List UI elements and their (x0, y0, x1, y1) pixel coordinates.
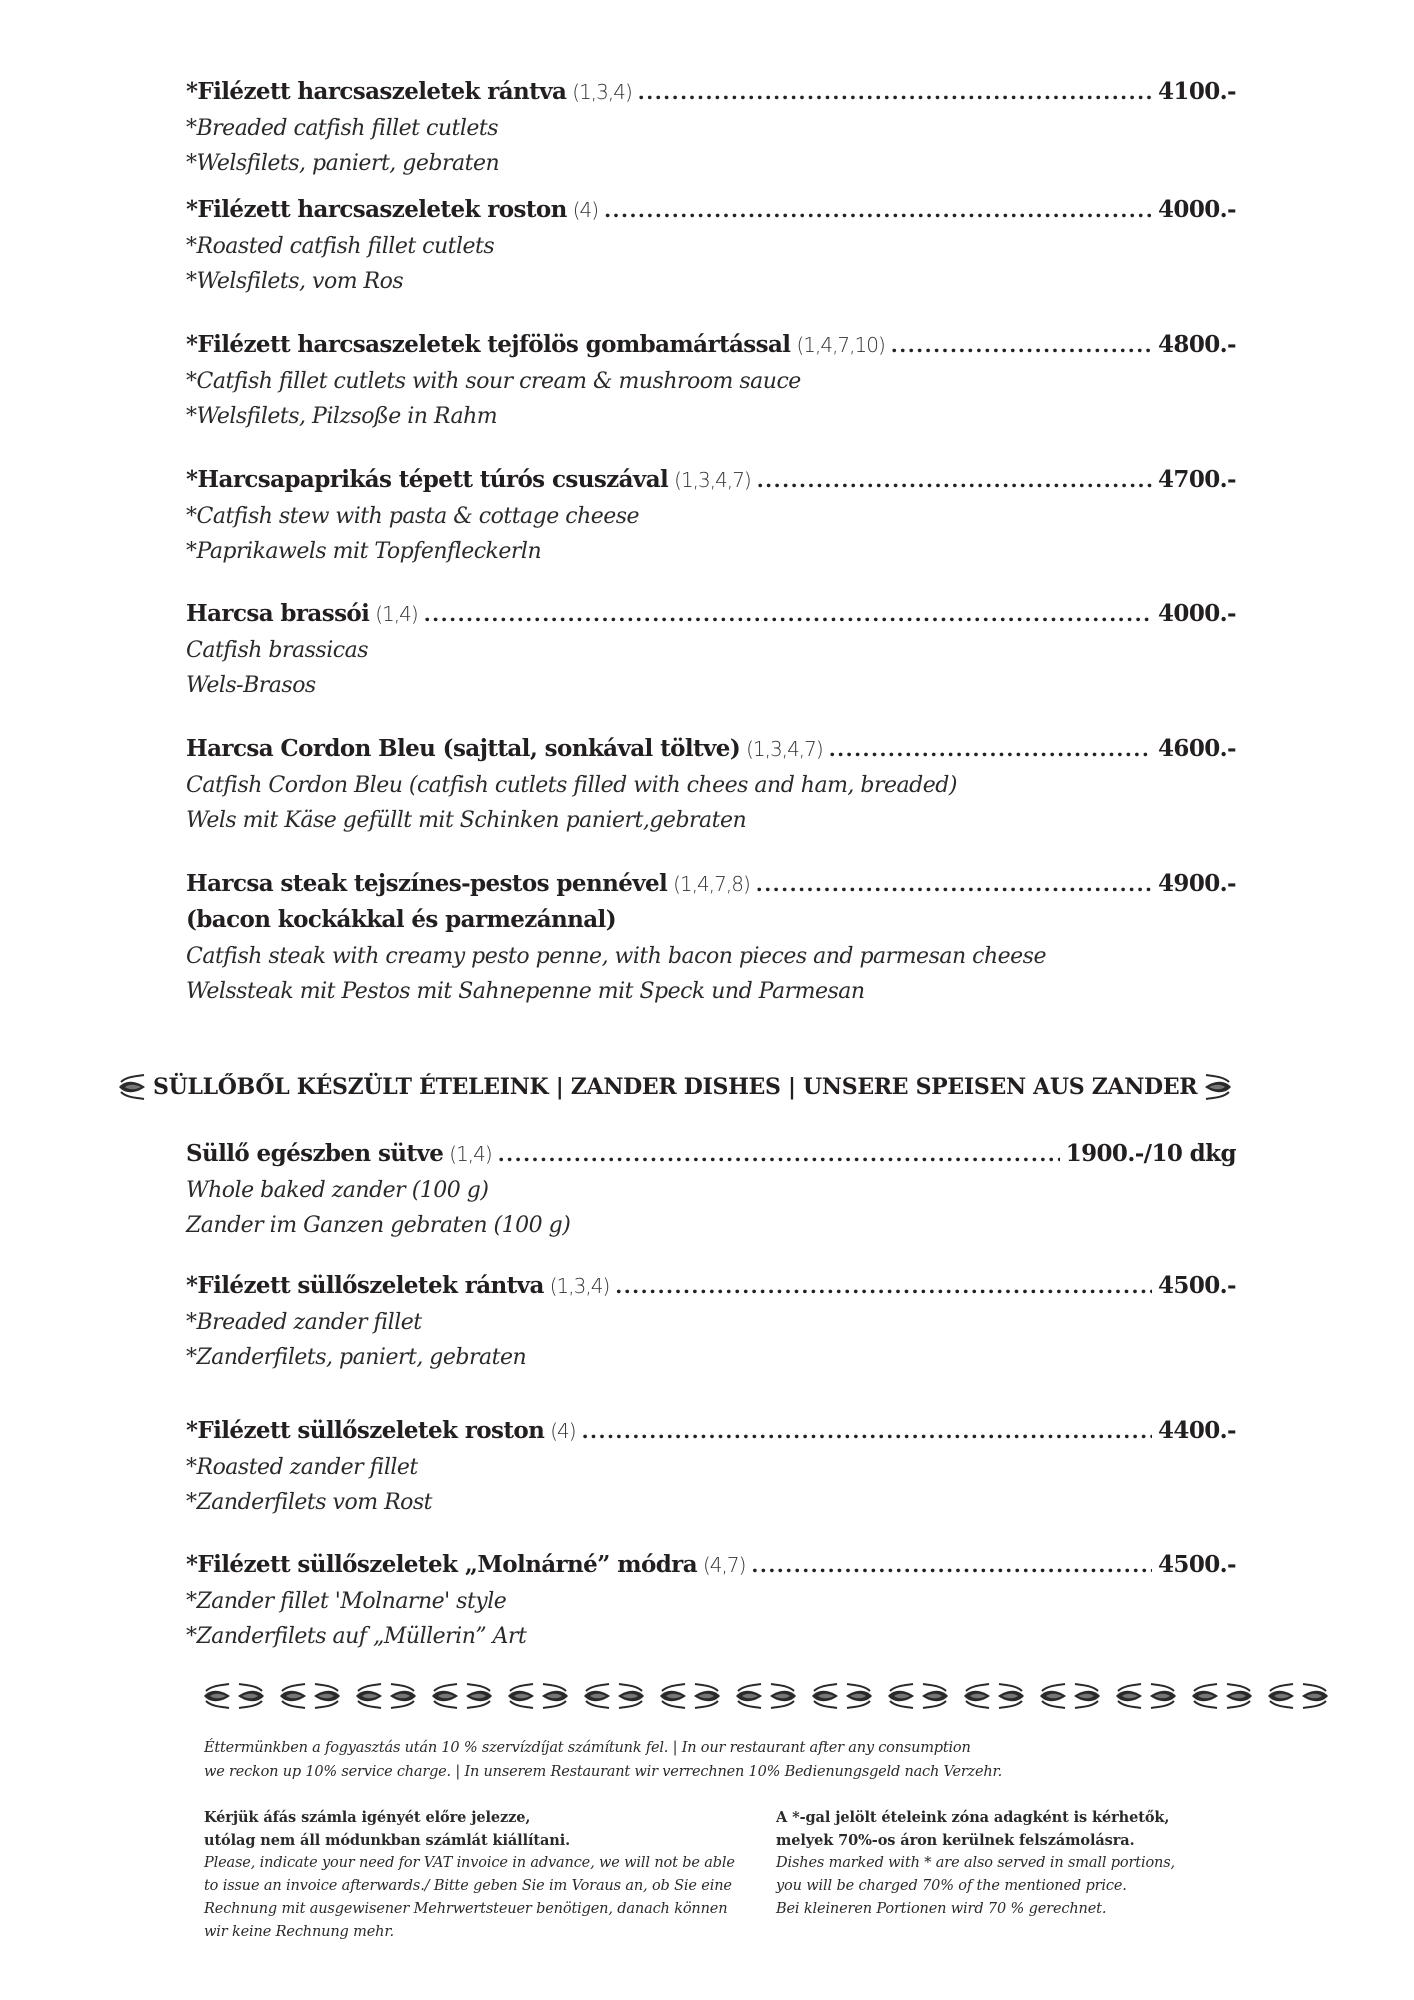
dot-leader (638, 80, 1152, 104)
ornament-divider (200, 1682, 1338, 1710)
tulip-ornament-icon (918, 1682, 952, 1710)
tulip-ornament-icon (117, 1073, 147, 1101)
tulip-ornament-icon (276, 1682, 310, 1710)
dish-price: 4900.- (1158, 870, 1236, 897)
menu-item-title-row (186, 1551, 1236, 1581)
tulip-ornament-icon (842, 1682, 876, 1710)
ornament-pair (808, 1682, 876, 1710)
dish-name: Harcsa steak tejszínes-pestos pennével (186, 870, 668, 897)
tulip-ornament-icon (1264, 1682, 1298, 1710)
tulip-ornament-icon (386, 1682, 420, 1710)
dish-description-en: *Roasted catfish fillet cutlets (186, 234, 495, 259)
dot-leader (615, 1274, 1152, 1298)
dish-name: *Filézett süllőszeletek „Molnárné” módra (186, 1551, 697, 1578)
tulip-ornament-icon (352, 1682, 386, 1710)
dish-description-de: *Welsfilets, vom Ros (186, 269, 404, 294)
dish-translations (186, 1450, 1236, 1520)
allergen-codes: (1,3,4,7) (674, 468, 751, 492)
tulip-ornament-icon (994, 1682, 1028, 1710)
dish-price: 4500.- (1158, 1272, 1236, 1299)
dish-translations (186, 1305, 1236, 1375)
dot-leader (424, 602, 1152, 626)
allergen-codes: (1,4) (449, 1142, 492, 1166)
menu-item-title-row (186, 870, 1236, 900)
menu-item-title-row (186, 331, 1236, 361)
dish-description-en: Catfish steak with creamy pesto penne, with bacon pieces and parmesan cheese (186, 944, 1046, 969)
allergen-codes: (1,3,4) (572, 80, 632, 104)
tulip-ornament-icon (428, 1682, 462, 1710)
tulip-ornament-icon (1203, 1073, 1233, 1101)
dish-subtitle: (bacon kockákkal és parmezánnal) (186, 906, 616, 933)
ornament-pair (1112, 1682, 1180, 1710)
dish-translations (186, 111, 1236, 181)
tulip-ornament-icon (538, 1682, 572, 1710)
dish-description-de: *Zanderfilets auf „Müllerin” Art (186, 1624, 527, 1649)
dot-leader (582, 1419, 1152, 1443)
service-charge-note-line-2: we reckon up 10% service charge. | In unserem Restaurant wir verrechnen 10% Bedienungsgeld nach Verzehr. (204, 1764, 1003, 1780)
menu-item (186, 735, 1236, 838)
service-charge-note-line-1: Éttermünkben a fogyasztás után 10 % szervízdíjat számítunk fel. | In our restaurant after any consumption (204, 1740, 971, 1756)
menu-item (186, 196, 1236, 299)
dish-name: Süllő egészben sütve (186, 1140, 444, 1167)
dish-name: *Filézett harcsaszeletek tejfölös gombamártással (186, 331, 791, 358)
menu-item-title-row (186, 1417, 1236, 1447)
ornament-pair (1036, 1682, 1104, 1710)
dish-name: *Filézett harcsaszeletek rántva (186, 78, 567, 105)
tulip-ornament-icon (808, 1682, 842, 1710)
dot-leader (757, 468, 1152, 492)
menu-item-title-row (186, 78, 1236, 108)
dot-leader (751, 1553, 1152, 1577)
dish-description-en: *Breaded zander fillet (186, 1310, 422, 1335)
dish-description-de: *Welsfilets, Pilzsoße in Rahm (186, 404, 498, 429)
dish-description-en: *Roasted zander fillet (186, 1455, 418, 1480)
vat-note-bold: utólag nem áll módunkban számlát kiállítani. (204, 1832, 571, 1849)
menu-item (186, 1140, 1236, 1243)
dish-price: 1900.-/10 dkg (1065, 1140, 1236, 1167)
dot-leader (891, 333, 1152, 357)
dot-leader (498, 1142, 1060, 1166)
portions-note-text: Bei kleineren Portionen wird 70 % gerechnet. (776, 1901, 1107, 1917)
dish-name: Harcsa Cordon Bleu (sajttal, sonkával töltve) (186, 735, 741, 762)
dish-price: 4000.- (1158, 196, 1236, 223)
dish-price: 4800.- (1158, 331, 1236, 358)
menu-item (186, 1417, 1236, 1520)
vat-note-bold: Kérjük áfás számla igényét előre jelezze, (204, 1809, 531, 1826)
dish-translations (186, 499, 1236, 569)
allergen-codes: (1,4,7,10) (796, 333, 885, 357)
menu-item (186, 331, 1236, 434)
menu-item (186, 1272, 1236, 1375)
ornament-pair (276, 1682, 344, 1710)
section-title: SÜLLŐBŐL KÉSZÜLT ÉTELEINK | ZANDER DISHES | UNSERE SPEISEN AUS ZANDER (153, 1074, 1198, 1100)
dish-translations (186, 939, 1236, 1009)
dish-translations (186, 229, 1236, 299)
allergen-codes: (4) (550, 1419, 576, 1443)
tulip-ornament-icon (1036, 1682, 1070, 1710)
tulip-ornament-icon (1146, 1682, 1180, 1710)
menu-item (186, 78, 1236, 181)
ornament-pair (1264, 1682, 1332, 1710)
dot-leader (604, 198, 1152, 222)
dish-translations (186, 364, 1236, 434)
ornament-pair (428, 1682, 496, 1710)
dish-translations (186, 633, 1236, 703)
dish-description-en: *Catfish stew with pasta & cottage cheese (186, 504, 640, 529)
dish-name: *Filézett harcsaszeletek roston (186, 196, 567, 223)
tulip-ornament-icon (1222, 1682, 1256, 1710)
menu-item-title-row (186, 1140, 1236, 1170)
portions-note-text: you will be charged 70% of the mentioned price. (776, 1878, 1127, 1894)
vat-note-text: wir keine Rechnung mehr. (204, 1924, 395, 1940)
dish-description-en: *Catfish fillet cutlets with sour cream & mushroom sauce (186, 369, 801, 394)
dish-description-de: *Zanderfilets, paniert, gebraten (186, 1345, 527, 1370)
dish-translations (186, 1173, 1236, 1243)
dish-description-de: Welssteak mit Pestos mit Sahnepenne mit Speck und Parmesan (186, 979, 865, 1004)
vat-note-text: to issue an invoice afterwards./ Bitte geben Sie im Voraus an, ob Sie eine (204, 1878, 732, 1894)
tulip-ornament-icon (766, 1682, 800, 1710)
ornament-pair (656, 1682, 724, 1710)
portions-note-bold: melyek 70%-os áron kerülnek felszámolásra. (776, 1832, 1135, 1849)
menu-item-title-row (186, 735, 1236, 765)
allergen-codes: (1,4) (375, 602, 418, 626)
dot-leader (756, 872, 1152, 896)
ornament-pair (504, 1682, 572, 1710)
dot-leader (829, 737, 1152, 761)
tulip-ornament-icon (1112, 1682, 1146, 1710)
allergen-codes: (4,7) (703, 1553, 746, 1577)
ornament-pair (200, 1682, 268, 1710)
dish-description-de: *Paprikawels mit Topfenfleckerln (186, 539, 542, 564)
dish-description-en: Catfish Cordon Bleu (catfish cutlets filled with chees and ham, breaded) (186, 773, 957, 798)
dish-price: 4500.- (1158, 1551, 1236, 1578)
tulip-ornament-icon (504, 1682, 538, 1710)
menu-item (186, 600, 1236, 703)
tulip-ornament-icon (580, 1682, 614, 1710)
tulip-ornament-icon (1298, 1682, 1332, 1710)
dish-price: 4100.- (1158, 78, 1236, 105)
dish-description-de: Wels mit Käse gefüllt mit Schinken paniert,gebraten (186, 808, 747, 833)
dish-translations (186, 1584, 1236, 1654)
allergen-codes: (1,4,7,8) (673, 872, 750, 896)
tulip-ornament-icon (656, 1682, 690, 1710)
dish-translations (186, 768, 1236, 838)
dish-price: 4000.- (1158, 600, 1236, 627)
dish-price: 4400.- (1158, 1417, 1236, 1444)
tulip-ornament-icon (310, 1682, 344, 1710)
dish-description-de: Zander im Ganzen gebraten (100 g) (186, 1213, 571, 1238)
menu-item (186, 870, 1236, 1009)
tulip-ornament-icon (200, 1682, 234, 1710)
ornament-pair (352, 1682, 420, 1710)
dish-price: 4600.- (1158, 735, 1236, 762)
tulip-ornament-icon (234, 1682, 268, 1710)
tulip-ornament-icon (614, 1682, 648, 1710)
menu-item-title-row (186, 466, 1236, 496)
ornament-pair (960, 1682, 1028, 1710)
portions-note-bold: A *-gal jelölt ételeink zóna adagként is kérhetők, (776, 1809, 1170, 1826)
ornament-pair (732, 1682, 800, 1710)
menu-item-title-row (186, 600, 1236, 630)
menu-item (186, 1551, 1236, 1654)
tulip-ornament-icon (690, 1682, 724, 1710)
vat-note-text: Rechnung mit ausgewisener Mehrwertsteuer benötigen, danach können (204, 1901, 728, 1917)
dish-name: *Harcsapaprikás tépett túrós csuszával (186, 466, 669, 493)
zander-section-header (117, 1073, 1277, 1101)
dish-name: *Filézett süllőszeletek roston (186, 1417, 545, 1444)
vat-note-text: Please, indicate your need for VAT invoice in advance, we will not be able (204, 1855, 735, 1871)
vat-invoice-note (204, 1806, 735, 1944)
allergen-codes: (1,3,4) (549, 1274, 610, 1298)
dish-name: *Filézett süllőszeletek rántva (186, 1272, 544, 1299)
menu-item (186, 466, 1236, 569)
allergen-codes: (4) (572, 198, 599, 222)
dish-description-en: Whole baked zander (100 g) (186, 1178, 489, 1203)
menu-item-title-row (186, 1272, 1236, 1302)
tulip-ornament-icon (1070, 1682, 1104, 1710)
small-portions-note (776, 1806, 1175, 1921)
ornament-pair (884, 1682, 952, 1710)
tulip-ornament-icon (1188, 1682, 1222, 1710)
dish-description-en: Catfish brassicas (186, 638, 368, 663)
dish-name: Harcsa brassói (186, 600, 370, 627)
tulip-ornament-icon (462, 1682, 496, 1710)
dish-description-de: Wels-Brasos (186, 673, 316, 698)
dish-description-en: *Zander fillet 'Molnarne' style (186, 1589, 507, 1614)
portions-note-text: Dishes marked with * are also served in small portions, (776, 1855, 1175, 1871)
dish-price: 4700.- (1158, 466, 1236, 493)
dish-description-en: *Breaded catfish fillet cutlets (186, 116, 499, 141)
dish-description-de: *Welsfilets, paniert, gebraten (186, 151, 500, 176)
tulip-ornament-icon (884, 1682, 918, 1710)
tulip-ornament-icon (732, 1682, 766, 1710)
ornament-pair (1188, 1682, 1256, 1710)
dish-description-de: *Zanderfilets vom Rost (186, 1490, 433, 1515)
ornament-pair (580, 1682, 648, 1710)
allergen-codes: (1,3,4,7) (746, 737, 823, 761)
menu-item-title-row (186, 196, 1236, 226)
tulip-ornament-icon (960, 1682, 994, 1710)
